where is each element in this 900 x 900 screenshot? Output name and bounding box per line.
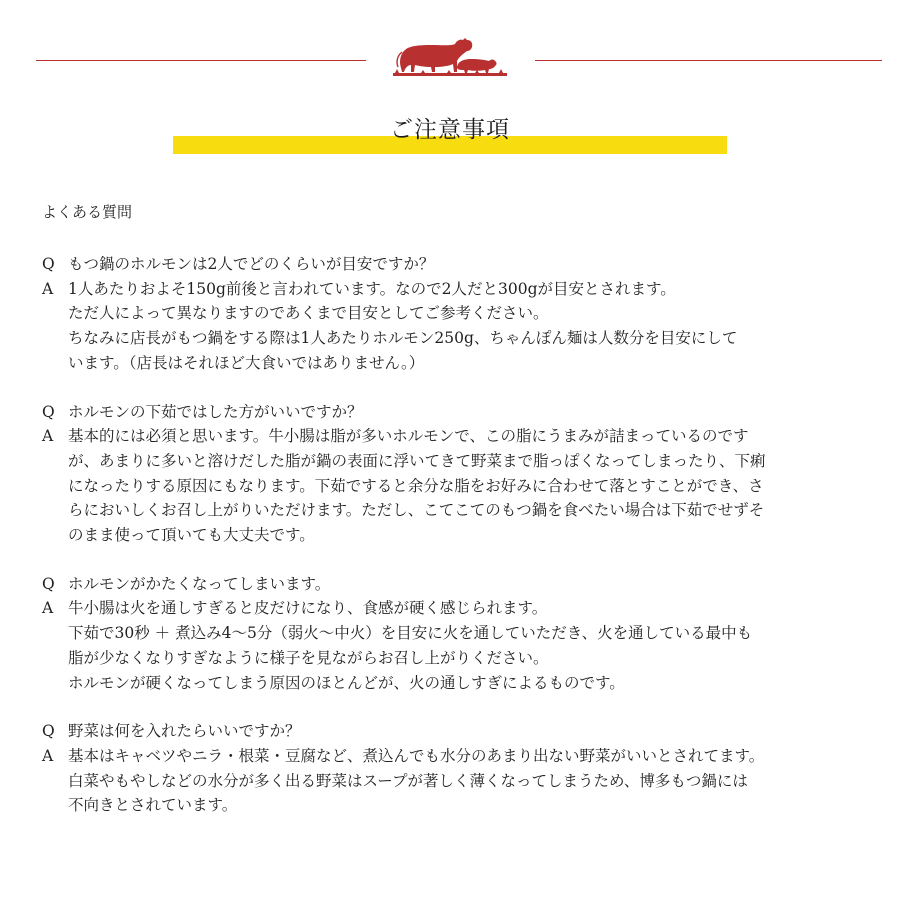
question-text: 野菜は何を入れたらいいですか？	[68, 722, 301, 741]
answer-text: 1人あたりおよそ150g前後と言われています。なので2人だと300gが目安とされます。	[68, 279, 676, 298]
question-marker: Q	[42, 722, 55, 741]
question-line	[42, 252, 862, 277]
question-line	[42, 572, 862, 597]
answer-text: います。（店長はそれほど大食いではありません。）	[68, 353, 425, 372]
answer-marker: A	[42, 746, 54, 765]
question-marker: Q	[42, 255, 55, 273]
answer-line	[42, 424, 862, 449]
question-text: ホルモンの下茹ではした方がいいですか？	[68, 402, 363, 421]
answer-text: 基本的には必須と思います。牛小腸は脂が多いホルモンで、この脂にうまみが詰まっているのです	[68, 427, 749, 446]
answer-text: 牛小腸は火を通しすぎると皮だけになり、食感が硬く感じられます。	[68, 599, 548, 618]
answer-text: ホルモンが硬くなってしまう原因のほとんどが、火の通しすぎによるものです。	[68, 673, 625, 692]
page-header	[0, 0, 900, 170]
cow-and-pig-icon	[391, 34, 509, 82]
qa-item	[42, 719, 862, 818]
question-marker: Q	[42, 574, 55, 593]
answer-text: ちなみに店長がもつ鍋をする際は1人あたりホルモン250g、ちゃんぽん麺は人数分を目安にして	[68, 329, 738, 348]
question-text: もつ鍋のホルモンは2人でどのくらいが目安ですか？	[68, 255, 435, 273]
answer-line	[42, 744, 862, 769]
answer-text: 下茹で30秒 ＋ 煮込み4～5分（弱火～中火）を目安に火を通していただき、火を通している最中も	[68, 624, 753, 643]
question-marker: Q	[42, 402, 55, 421]
question-text: ホルモンがかたくなってしまいます。	[68, 574, 331, 593]
answer-text: になったりする原因にもなります。下茹ですると余分な脂をお好みに合わせて落とすことができ、さ	[68, 476, 764, 495]
answer-text: のまま使って頂いても大丈夫です。	[68, 526, 315, 545]
answer-text: 不向きとされています。	[68, 796, 238, 815]
qa-item	[42, 400, 862, 548]
answer-line	[42, 596, 862, 621]
page-title: ご注意事項	[390, 117, 510, 143]
answer-text: らにおいしくお召し上がりいただけます。ただし、こてこてのもつ鍋を食べたい場合は下茹でせずそ	[68, 501, 765, 520]
qa-item	[42, 572, 862, 696]
qa-list	[42, 252, 862, 842]
faq-section-label: よくある質問	[42, 203, 133, 221]
answer-text: 基本はキャベツやニラ・根菜・豆腐など、煮込んでも水分のあまり出ない野菜がいいとされてます。	[68, 746, 765, 765]
question-line	[42, 400, 862, 425]
answer-text: ただ人によって異なりますのであくまで目安としてご参考ください。	[68, 304, 549, 323]
answer-marker: A	[42, 427, 54, 446]
header-rule-right	[535, 60, 882, 61]
answer-text: が、あまりに多いと溶けだした脂が鍋の表面に浮いてきて野菜まで脂っぽくなってしまったり、下痢	[68, 451, 766, 470]
answer-marker: A	[42, 279, 54, 298]
header-rule-left	[36, 60, 366, 61]
answer-text: 白菜やもやしなどの水分が多く出る野菜はスープが著しく薄くなってしまうため、博多もつ鍋には	[68, 771, 748, 790]
answer-text: 脂が少なくなりすぎなように様子を見ながらお召し上がりください。	[68, 648, 549, 667]
answer-marker: A	[42, 599, 54, 618]
question-line	[42, 719, 862, 744]
answer-line	[42, 277, 862, 302]
qa-item	[42, 252, 862, 376]
